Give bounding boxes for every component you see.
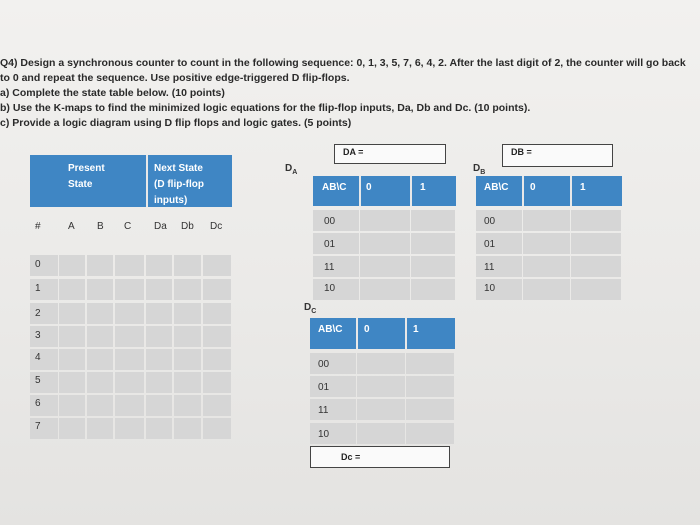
present-state-label: State (68, 179, 93, 190)
db-equation-field[interactable]: DB = (502, 144, 613, 167)
state-table-cell[interactable] (59, 255, 85, 276)
kmap-row-label: 01 (318, 382, 330, 393)
state-table-cell[interactable] (174, 418, 201, 439)
state-table-cell[interactable] (87, 372, 113, 393)
column-header: B (97, 221, 104, 232)
kmap-row-label: 00 (318, 359, 330, 370)
state-table-cell[interactable] (174, 303, 201, 324)
header-divider (146, 155, 148, 207)
kmap-row-label: 00 (484, 216, 496, 227)
kmap-divider (405, 318, 407, 349)
state-table-cell[interactable] (87, 326, 113, 347)
state-table-cell[interactable] (59, 372, 85, 393)
row-number: 6 (35, 398, 41, 409)
state-table-cell[interactable] (115, 255, 144, 276)
kmap-cell[interactable] (406, 353, 454, 374)
kmap-divider (410, 176, 412, 206)
kmap-corner-label: AB\C (318, 324, 343, 335)
question-text (0, 56, 700, 131)
kmap-cell[interactable] (523, 256, 570, 277)
kmap-row-label: 01 (324, 239, 336, 250)
state-table-cell[interactable] (146, 349, 172, 370)
kmap-divider (356, 318, 358, 349)
row-number: 1 (35, 283, 41, 294)
kmap-row-label-cell (310, 399, 356, 420)
state-table-cell[interactable] (174, 255, 201, 276)
kmap-row-label-cell (313, 279, 359, 300)
kmap-corner-label: AB\C (484, 182, 509, 193)
kmap-da-label: $D_A$ (285, 163, 298, 176)
kmap-cell[interactable] (523, 279, 570, 300)
state-table-cell[interactable] (146, 279, 172, 300)
kmap-col-label: 0 (364, 324, 370, 335)
question-line: Q4) Design a synchronous counter to count in the following sequence: 0, 1, 3, 5, 7, 6, 4, 2. After the last digit of 2, the counter will go back (0, 57, 686, 69)
kmap-db-label: $D_B$ (473, 163, 486, 176)
question-line: a) Complete the state table below. (10 points) (0, 87, 225, 99)
kmap-cell[interactable] (523, 233, 570, 254)
da-equation-field[interactable]: DA = (334, 144, 446, 164)
state-table-cell[interactable] (87, 395, 113, 416)
state-table-cell[interactable] (203, 395, 231, 416)
column-header: C (124, 221, 132, 232)
state-table-cell[interactable] (146, 255, 172, 276)
next-state-label: inputs) (154, 195, 188, 206)
state-table-cell[interactable] (203, 372, 231, 393)
kmap-row-label-cell (313, 256, 359, 277)
kmap-divider (570, 176, 572, 206)
next-state-label: (D flip-flop (154, 179, 204, 190)
next-state-label: Next State (154, 163, 203, 174)
present-state-label: Present (68, 163, 105, 174)
kmap-cell[interactable] (571, 279, 621, 300)
state-table-cell[interactable] (115, 326, 144, 347)
column-header: Dc (210, 221, 223, 232)
kmap-row-label-cell (313, 210, 359, 231)
kmap-divider (522, 176, 524, 206)
kmap-row-label: 01 (484, 239, 496, 250)
kmap-row-label-cell (313, 233, 359, 254)
kmap-row-label: 11 (318, 405, 329, 416)
state-table-cell[interactable] (87, 349, 113, 370)
state-table-cell[interactable] (146, 418, 172, 439)
row-number: 3 (35, 330, 41, 341)
state-table-cell[interactable] (115, 303, 144, 324)
kmap-col-label: 1 (580, 182, 586, 193)
kmap-col-label: 0 (366, 182, 372, 193)
kmap-cell[interactable] (523, 210, 570, 231)
state-table-cell[interactable] (115, 279, 144, 300)
kmap-cell[interactable] (571, 233, 621, 254)
state-table-cell[interactable] (146, 372, 172, 393)
kmap-cell[interactable] (411, 233, 455, 254)
kmap-row-label: 10 (324, 283, 336, 294)
kmap-cell[interactable] (360, 279, 410, 300)
kmap-cell[interactable] (357, 399, 405, 420)
kmap-cell[interactable] (357, 423, 405, 444)
kmap-row-label-cell (310, 376, 356, 397)
kmap-cell[interactable] (411, 256, 455, 277)
kmap-dc-label: $D_C$ (304, 302, 317, 315)
kmap-row-label: 00 (324, 216, 336, 227)
kmap-row-label-cell (476, 210, 522, 231)
kmap-row-label: 11 (484, 262, 495, 273)
state-table-cell[interactable] (174, 279, 201, 300)
kmap-cell[interactable] (360, 210, 410, 231)
kmap-row-label: 11 (324, 262, 335, 273)
state-table-cell[interactable] (146, 326, 172, 347)
kmap-corner-label: AB\C (322, 182, 347, 193)
kmap-row-label-cell (476, 256, 522, 277)
state-table-cell[interactable] (174, 349, 201, 370)
state-table-cell[interactable] (203, 255, 231, 276)
kmap-cell[interactable] (406, 423, 454, 444)
row-number: 2 (35, 308, 41, 319)
state-table-cell[interactable] (115, 372, 144, 393)
row-number: 4 (35, 352, 41, 363)
dc-equation-field[interactable]: Dc = (310, 446, 450, 468)
kmap-cell[interactable] (360, 256, 410, 277)
state-table-cell[interactable] (146, 303, 172, 324)
state-table-cell[interactable] (59, 349, 85, 370)
column-header: A (68, 221, 75, 232)
kmap-cell[interactable] (411, 279, 455, 300)
state-table-cell[interactable] (174, 395, 201, 416)
column-header: Db (181, 221, 194, 232)
kmap-row-label: 10 (484, 283, 496, 294)
state-table-cell[interactable] (59, 395, 85, 416)
kmap-cell[interactable] (411, 210, 455, 231)
state-table-cell[interactable] (203, 418, 231, 439)
kmap-row-label: 10 (318, 429, 330, 440)
state-table-cell[interactable] (203, 326, 231, 347)
kmap-row-label-cell (310, 423, 356, 444)
kmap-col-label: 1 (413, 324, 419, 335)
state-table-cell[interactable] (87, 279, 113, 300)
kmap-row-label-cell (476, 279, 522, 300)
row-number: 7 (35, 421, 41, 432)
column-header: Da (154, 221, 167, 232)
state-table-cell[interactable] (203, 279, 231, 300)
question-line: b) Use the K-maps to find the minimized logic equations for the flip-flop inputs, Da, Db and Dc. (10 points). (0, 102, 531, 114)
question-line: to 0 and repeat the sequence. Use positive edge-triggered D flip-flops. (0, 72, 350, 84)
state-table-cell[interactable] (203, 303, 231, 324)
kmap-cell[interactable] (360, 233, 410, 254)
question-line: c) Provide a logic diagram using D flip flops and logic gates. (5 points) (0, 117, 352, 129)
state-table-cell[interactable] (174, 326, 201, 347)
state-table-cell[interactable] (203, 349, 231, 370)
kmap-row-label-cell (310, 353, 356, 374)
kmap-col-label: 1 (420, 182, 426, 193)
kmap-cell[interactable] (357, 376, 405, 397)
state-table-cell[interactable] (59, 418, 85, 439)
state-table-cell[interactable] (87, 418, 113, 439)
state-table-cell[interactable] (146, 395, 172, 416)
kmap-cell[interactable] (406, 399, 454, 420)
column-header: # (35, 221, 41, 232)
kmap-cell[interactable] (357, 353, 405, 374)
state-table-cell[interactable] (115, 418, 144, 439)
state-table-cell[interactable] (87, 303, 113, 324)
state-table-cell[interactable] (59, 279, 85, 300)
row-number: 0 (35, 259, 41, 270)
state-table-cell[interactable] (174, 372, 201, 393)
state-table-cell[interactable] (87, 255, 113, 276)
kmap-divider (359, 176, 361, 206)
state-table-cell[interactable] (59, 303, 85, 324)
kmap-cell[interactable] (571, 256, 621, 277)
state-table-cell[interactable] (115, 395, 144, 416)
kmap-row-label-cell (476, 233, 522, 254)
row-number: 5 (35, 375, 41, 386)
state-table-cell[interactable] (59, 326, 85, 347)
kmap-col-label: 0 (530, 182, 536, 193)
kmap-cell[interactable] (571, 210, 621, 231)
state-table-cell[interactable] (115, 349, 144, 370)
kmap-cell[interactable] (406, 376, 454, 397)
